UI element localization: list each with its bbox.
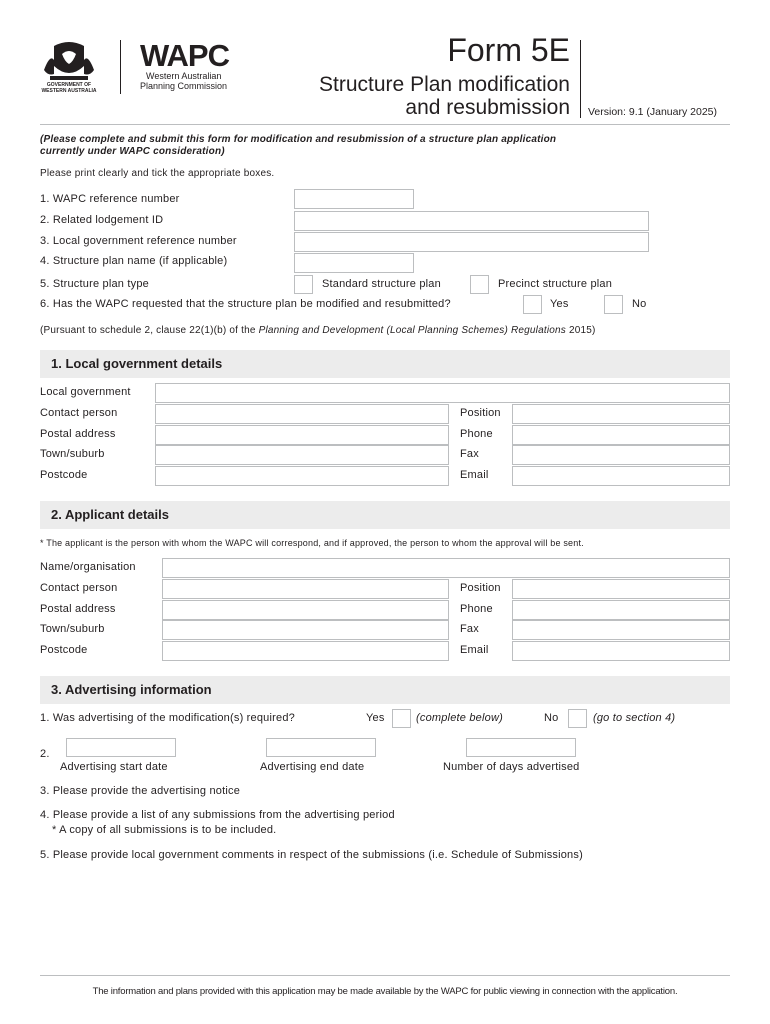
s1-postal-address-input[interactable] <box>155 425 449 445</box>
s2-email-label: Email <box>460 644 489 656</box>
pursuant-prefix: (Pursuant to schedule 2, clause 22(1)(b) of the <box>40 325 259 336</box>
s2-name-org-label: Name/organisation <box>40 561 136 573</box>
s2-contact-person-label: Contact person <box>40 582 118 594</box>
s3-q3-label: 3. Please provide the advertising notice <box>40 785 241 797</box>
lg-reference-input[interactable] <box>294 232 649 252</box>
version: Version: 9.1 (January 2025) <box>588 106 717 118</box>
adv-start-date-label: Advertising start date <box>60 761 168 773</box>
s2-phone-input[interactable] <box>512 600 730 620</box>
s1-town-input[interactable] <box>155 445 449 465</box>
days-advertised-input[interactable] <box>466 738 576 757</box>
print-note: Please print clearly and tick the appropriate boxes. <box>40 168 275 179</box>
s2-postcode-input[interactable] <box>162 641 449 661</box>
s1-position-input[interactable] <box>512 404 730 424</box>
crest-icon <box>40 40 98 84</box>
s3-no-checkbox[interactable] <box>568 709 587 728</box>
s2-email-input[interactable] <box>512 641 730 661</box>
section3-title: 3. Advertising information <box>51 682 212 697</box>
adv-start-date-input[interactable] <box>66 738 176 757</box>
s1-position-label: Position <box>460 407 501 419</box>
s1-contact-person-label: Contact person <box>40 407 118 419</box>
pursuant-note <box>40 325 596 336</box>
section2-title: 2. Applicant details <box>51 507 169 522</box>
intro-note-line2: currently under WAPC consideration) <box>40 146 225 157</box>
q6-no-label: No <box>632 298 647 310</box>
title-divider <box>580 40 581 118</box>
s2-fax-label: Fax <box>460 623 479 635</box>
s1-fax-input[interactable] <box>512 445 730 465</box>
gov-line2: WESTERN AUSTRALIA <box>41 88 97 94</box>
days-advertised-label: Number of days advertised <box>443 761 580 773</box>
s2-postal-address-label: Postal address <box>40 603 116 615</box>
s3-q4-line2: * A copy of all submissions is to be included. <box>52 824 277 836</box>
q6-yes-label: Yes <box>550 298 569 310</box>
s2-contact-person-input[interactable] <box>162 579 449 599</box>
section2-header <box>40 501 730 529</box>
q6-yes-checkbox[interactable] <box>523 295 542 314</box>
s2-postcode-label: Postcode <box>40 644 88 656</box>
footer-text: The information and plans provided with this application may be made available by the WAPC for public viewing in connection with the application. <box>92 986 678 997</box>
s3-q2-label: 2. <box>40 748 50 760</box>
adv-end-date-input[interactable] <box>266 738 376 757</box>
standard-plan-label: Standard structure plan <box>322 278 441 290</box>
s1-phone-input[interactable] <box>512 425 730 445</box>
precinct-plan-checkbox[interactable] <box>470 275 489 294</box>
section1-header <box>40 350 730 378</box>
s2-position-label: Position <box>460 582 501 594</box>
s2-fax-input[interactable] <box>512 620 730 640</box>
pursuant-suffix: 2015) <box>566 325 596 336</box>
gov-line1: GOVERNMENT OF <box>46 82 92 88</box>
q5-label: 5. Structure plan type <box>40 278 149 290</box>
s3-q4-line1: 4. Please provide a list of any submissions from the advertising period <box>40 809 395 821</box>
government-crest <box>40 40 98 92</box>
s3-yes-label: Yes <box>366 712 385 724</box>
s3-no-note: (go to section 4) <box>593 712 676 724</box>
section1-title: 1. Local government details <box>51 356 223 371</box>
logo-divider <box>120 40 121 94</box>
s3-yes-note: (complete below) <box>416 712 503 724</box>
q3-label: 3. Local government reference number <box>40 235 237 247</box>
footer-rule <box>40 975 730 976</box>
lodgement-id-input[interactable] <box>294 211 649 231</box>
wapc-sub2: Planning Commission <box>140 81 228 91</box>
s2-name-org-input[interactable] <box>162 558 730 578</box>
s2-town-label: Town/suburb <box>40 623 105 635</box>
s3-q5-label: 5. Please provide local government comments in respect of the submissions (i.e. Schedule of Submissions) <box>40 849 583 861</box>
section3-header <box>40 676 730 704</box>
s1-postal-address-label: Postal address <box>40 428 116 440</box>
s1-fax-label: Fax <box>460 448 479 460</box>
s3-no-label: No <box>544 712 559 724</box>
s1-email-label: Email <box>460 469 489 481</box>
structure-plan-name-input[interactable] <box>294 253 414 273</box>
q1-label: 1. WAPC reference number <box>40 193 180 205</box>
s2-position-input[interactable] <box>512 579 730 599</box>
s1-contact-person-input[interactable] <box>155 404 449 424</box>
q2-label: 2. Related lodgement ID <box>40 214 164 226</box>
s2-applicant-note: * The applicant is the person with whom the WAPC will correspond, and if approved, the person to whom the approval will be sent. <box>40 538 584 548</box>
s1-phone-label: Phone <box>460 428 493 440</box>
s1-email-input[interactable] <box>512 466 730 486</box>
form-title-line2: and resubmission <box>405 96 570 119</box>
s1-postcode-input[interactable] <box>155 466 449 486</box>
s1-local-government-input[interactable] <box>155 383 730 403</box>
q6-no-checkbox[interactable] <box>604 295 623 314</box>
header-rule <box>40 124 730 125</box>
form-title-line1: Structure Plan modification <box>319 73 570 96</box>
q6-label: 6. Has the WAPC requested that the structure plan be modified and resubmitted? <box>40 298 451 310</box>
wapc-logo: WAPC <box>140 38 229 73</box>
s1-postcode-label: Postcode <box>40 469 88 481</box>
q4-label: 4. Structure plan name (if applicable) <box>40 255 228 267</box>
s3-q1-label: 1. Was advertising of the modification(s) required? <box>40 712 295 724</box>
pursuant-regulations: Planning and Development (Local Planning Schemes) Regulations <box>258 325 566 336</box>
s3-yes-checkbox[interactable] <box>392 709 411 728</box>
precinct-plan-label: Precinct structure plan <box>498 278 613 290</box>
wapc-reference-input[interactable] <box>294 189 414 209</box>
s2-postal-address-input[interactable] <box>162 600 449 620</box>
standard-plan-checkbox[interactable] <box>294 275 313 294</box>
intro-note-line1: (Please complete and submit this form for modification and resubmission of a structure plan application <box>40 134 557 145</box>
s1-town-label: Town/suburb <box>40 448 105 460</box>
s2-town-input[interactable] <box>162 620 449 640</box>
adv-end-date-label: Advertising end date <box>260 761 365 773</box>
s1-local-government-label: Local government <box>40 386 131 398</box>
wapc-sub1: Western Australian <box>146 71 222 81</box>
s2-phone-label: Phone <box>460 603 493 615</box>
form-number: Form 5E <box>447 32 570 68</box>
